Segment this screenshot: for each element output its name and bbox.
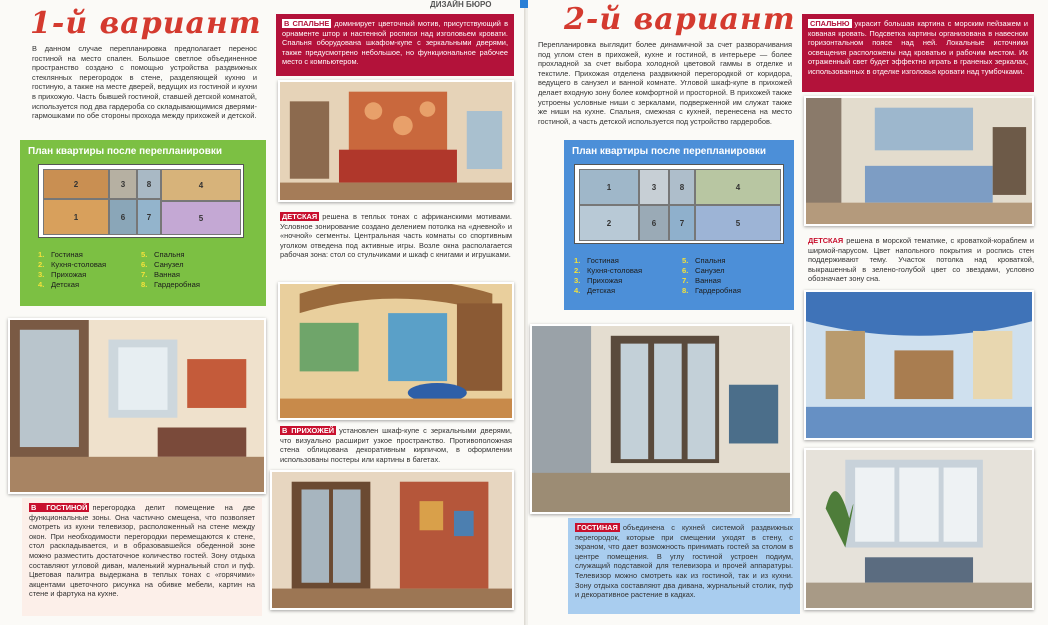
plan-room-8: 8: [137, 169, 161, 199]
variant-2-living-box: [568, 518, 800, 614]
plan-room-4: 4: [695, 169, 781, 205]
variant-1-bedroom-illustration: [278, 80, 514, 202]
plan-room-3: 3: [639, 169, 669, 205]
plan-room-6: 6: [639, 205, 669, 241]
legend-item: 8. Гардеробная: [141, 280, 200, 289]
plan-room-2: 2: [43, 169, 109, 199]
variant-2-floorplan: [574, 164, 784, 244]
variant-1-legend: [38, 250, 238, 289]
right-page: [528, 0, 1048, 625]
plan-room-4: 4: [161, 169, 241, 201]
variant-1-bedroom-text: В СПАЛЬНЕ доминирует цветочный мотив, присутствующий в орнаменте штор и настенной росписи над изголовьем кровати. Спальня оборудована шкафом-купе с зеркальными дверями, также предусмотрено небольшое, но функциональное рабочее место с компьютером.: [282, 19, 508, 67]
plan-room-7: 7: [137, 199, 161, 235]
plan-room-8: 8: [669, 169, 695, 205]
plan-room-5: 5: [161, 201, 241, 235]
variant-1-living-box: [22, 498, 262, 616]
variant-1-intro: В данном случае перепланировка предполагает перенос гостиной на место спален. Большое светлое объединенное пространство создано с помощью устройства раздвижных стеклянных перегородок в стене, разделяющей кухню и гостиную, а также на месте дверей, ведущих из гостиной и кухни в прихожую. Часть бывшей гостиной, ставшей детской комнатой, используется под два гардероба со складывающимися дверями-гармошками по обе стороны прохода между прихожей и детской.: [32, 44, 257, 121]
variant-2-plan-title: План квартиры после перепланировки: [572, 146, 767, 157]
variant-1-hallway-text: В ПРИХОЖЕЙ установлен шкаф-купе с зеркальными дверями, что визуально расширит узкое пространство. Противоположная стена облицована декоративным кирпичом, в оформлении использованы постеры или картины в багетах.: [280, 426, 512, 464]
variant-1-heading: 1-й вариант: [30, 6, 262, 41]
legend-item: 5. Спальня: [141, 250, 185, 259]
plan-room-6: 6: [109, 199, 137, 235]
variant-1-living-text: В ГОСТИНОЙ перегородка делит помещение на две функциональные зоны. Она частично смещена, что позволяет смотреть из кухни телевизор, расположенный на стене между окон. При необходимости перегородки перемещаются к стене, стол раскладывается, и в образовавшейся обеденной зоне можно разместить достаточное количество гостей. Зону отдыха составляют угловой диван, маленький журнальный стол и пуф. Цветовая палитра выдержана в теплых тонах с «горячими» акцентами цветочного рисунка на обивке мебели, картин на стене и фартука на кухне.: [29, 503, 255, 599]
legend-item: 5. Спальня: [682, 256, 726, 265]
variant-2-living-text: ГОСТИНАЯ объединена с кухней системой раздвижных перегородок, которые при смещении уходят в стену, с экраном, что дает возможность принимать гостей за столом в центре помещения. В углу гостиной устроен подиум, служащий подставкой для телевизора и прочей аппаратуры. Телевизор можно смотреть как из гостиной, так и из кухни. Зону отдыха составляют два дивана, журнальный столик, пуф и декоративное растение в кадках.: [575, 523, 793, 600]
variant-2-bedroom-box: [802, 14, 1034, 92]
variant-1-plan-title: План квартиры после перепланировки: [28, 146, 223, 157]
variant-2-dining-illustration: [530, 324, 792, 514]
variant-2-nursery-illustration: [804, 290, 1034, 440]
legend-item: 3. Прихожая: [38, 270, 87, 279]
variant-2-bedroom-illustration: [804, 96, 1034, 226]
variant-2-bedroom-text: СПАЛЬНЮ украсит большая картина с морским пейзажем и кованая кровать. Подсветка картины организована в навесном горизонтальном поясе над ней. Локальные источники освещения расположены над кроватью и рабочим местом. Их отраженный свет будет эффектно играть в граненых зеркалах, использованных в отделке изголовья кровати над тумбочками.: [808, 19, 1028, 76]
plan-room-1: 1: [43, 199, 109, 235]
variant-2-plan-box: [564, 140, 794, 310]
variant-1-bedroom-box: [276, 14, 514, 76]
legend-item: 1. Гостиная: [574, 256, 619, 265]
variant-1-plan-box: [20, 140, 266, 306]
variant-1-floorplan: [38, 164, 244, 238]
plan-room-2: 2: [579, 205, 639, 241]
plan-room-3: 3: [109, 169, 137, 199]
variant-1-nursery-illustration: [278, 282, 514, 420]
variant-1-living-illustration: [8, 318, 266, 494]
legend-item: 7. Ванная: [141, 270, 181, 279]
variant-1-hallway-illustration: [270, 470, 514, 610]
legend-item: 1. Гостиная: [38, 250, 83, 259]
variant-2-legend: [574, 256, 784, 295]
variant-2-heading: 2-й вариант: [564, 2, 796, 37]
legend-item: 8. Гардеробная: [682, 286, 741, 295]
plan-room-7: 7: [669, 205, 695, 241]
plan-room-5: 5: [695, 205, 781, 241]
variant-2-living-illustration: [804, 448, 1034, 610]
variant-2-intro: Перепланировка выглядит более динамичной за счет разворачивания под углом стен в прихожей, кухне и гостиной, в интерьере — более прохладной за счет выбора холодной цветовой гаммы в отделке и текстиле. Прихожая отделена раздвижной перегородкой от коридора, ведущего в санузел и ванной комнате. Угловой шкаф-купе в прихожей делает входную зону более комфортной и просторной. В прихожей также устроены условные ниши с зеркалами, подверженной им служат также же ниши на кухне. Спальня, смежная с кухней, перенесена на место гостиной, а часть детской используется под устройство гардеробов.: [538, 40, 792, 126]
legend-item: 7. Ванная: [682, 276, 722, 285]
legend-item: 4. Детская: [38, 280, 80, 289]
variant-1-nursery-text: ДЕТСКАЯ решена в теплых тонах с африканскими мотивами. Условное зонирование создано делением потолка на «дневной» и «ночной» сегменты. Центральная часть комнаты со спортивным уголком отведена под активные игры. Возле окна располагается рабочая зона: стол со стульчиками и шкаф с книгами и игрушками.: [280, 212, 512, 260]
legend-item: 2. Кухня-столовая: [38, 260, 107, 269]
plan-room-1: 1: [579, 169, 639, 205]
legend-item: 4. Детская: [574, 286, 616, 295]
variant-2-nursery-text: ДЕТСКАЯ решена в морской тематике, с кроваткой-кораблем и ширмой-парусом. Цвет напольного покрытия и роспись стен поддерживают тему. Участок потолка над кроваткой, выкрашенный в зелено-голубой цвет со звездами, условно обозначает зону сна.: [808, 236, 1034, 284]
legend-item: 6. Санузел: [682, 266, 725, 275]
magazine-header: ДИЗАЙН БЮРО: [430, 0, 492, 9]
legend-item: 3. Прихожая: [574, 276, 623, 285]
legend-item: 2. Кухня-столовая: [574, 266, 643, 275]
legend-item: 6. Санузел: [141, 260, 184, 269]
